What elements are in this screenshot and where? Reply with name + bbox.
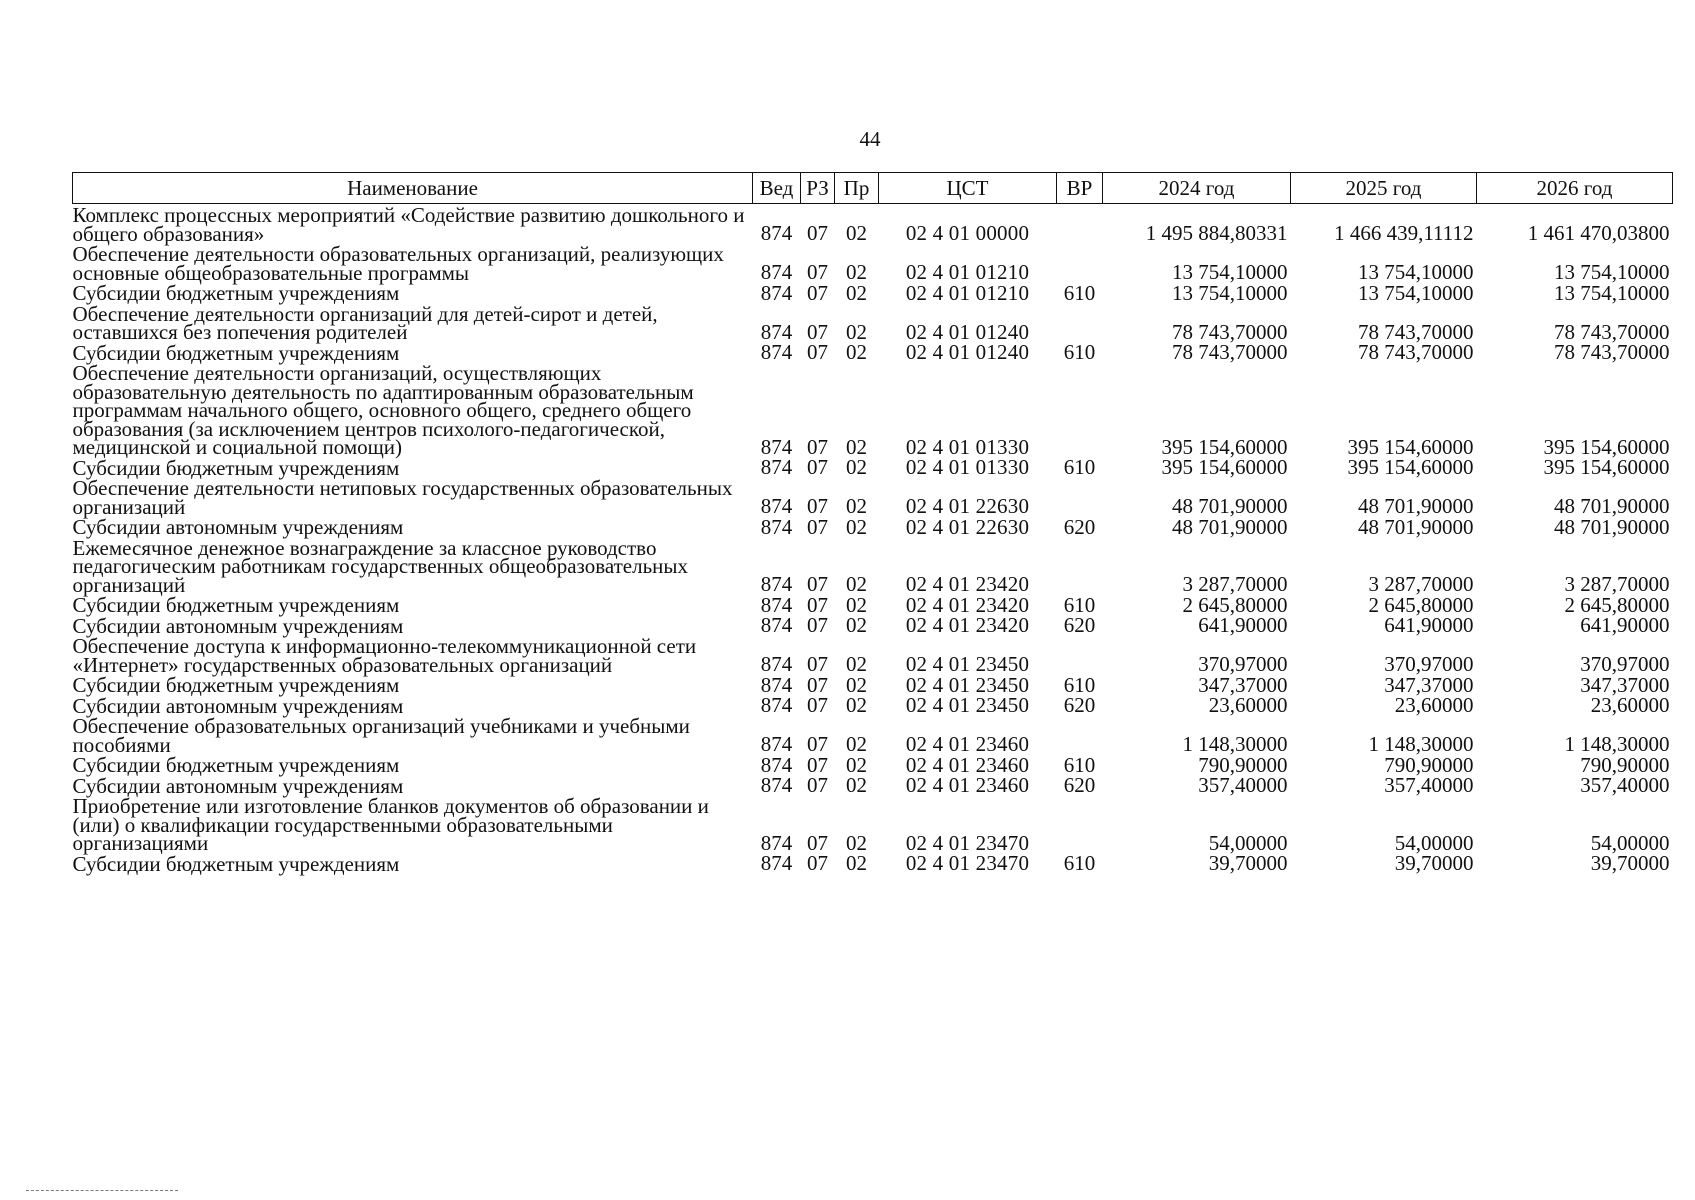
row-amount-2024: 23,60000: [1208, 693, 1288, 717]
row-name: Обеспечение деятельности организаций, осуществляющих образовательную деятельность по адаптированным образовательным программам начального общего, основного общего, среднего общего образования (за исключением центров психолого-педагогической, медицинской и социальной помощи): [72, 361, 694, 459]
row-amount-2024: 1 148,30000: [1182, 732, 1288, 756]
row-vr: 620: [1063, 514, 1096, 539]
row-amount-2025: 78 743,70000: [1358, 319, 1474, 344]
row-ved: 874: [760, 434, 793, 459]
row-pr: 02: [846, 732, 867, 756]
row-name: Обеспечение деятельности организаций для детей-сирот и детей, оставшихся без попечения родителей: [72, 301, 658, 344]
header-2025: 2025 год: [1291, 173, 1477, 204]
table-body: [73, 204, 1673, 874]
row-amount-2024: 54,00000: [1208, 830, 1288, 855]
row-ved: 874: [760, 732, 793, 756]
header-ved: Вед: [753, 173, 801, 204]
table-row: [73, 477, 1673, 516]
row-vr: 610: [1063, 340, 1096, 364]
row-amount-2025: 3 287,70000: [1368, 572, 1474, 596]
row-cst: 02 4 01 22630: [905, 514, 1030, 539]
row-vr: [1057, 795, 1103, 853]
row-rz: 07: [807, 514, 828, 539]
row-amount-2026: 78 743,70000: [1554, 340, 1670, 364]
row-amount-2024: 2 645,80000: [1182, 592, 1288, 617]
row-pr: 02: [846, 494, 867, 518]
row-name: Приобретение или изготовление бланков документов об образовании и (или) о квалификации государственными образовательными организациями: [72, 794, 709, 855]
row-cst: 02 4 01 23460: [905, 732, 1030, 756]
header-2024: 2024 год: [1103, 173, 1291, 204]
row-pr: 02: [846, 672, 867, 697]
header-vr: ВР: [1057, 173, 1103, 204]
table-row: [73, 594, 1673, 615]
row-amount-2026: 13 754,10000: [1554, 260, 1670, 284]
row-ved: 874: [760, 851, 793, 875]
budget-table: [72, 172, 1673, 876]
row-rz: 07: [807, 773, 828, 797]
row-rz: 07: [807, 319, 828, 344]
row-ved: 874: [760, 260, 793, 284]
row-ved: 874: [760, 830, 793, 855]
row-pr: 02: [846, 455, 867, 479]
row-vr: 610: [1063, 280, 1096, 305]
row-amount-2024: 39,70000: [1208, 851, 1288, 875]
row-amount-2025: 1 148,30000: [1368, 732, 1474, 756]
row-amount-2024: 13 754,10000: [1172, 280, 1288, 305]
row-vr: 610: [1063, 592, 1096, 617]
table-row: [73, 243, 1673, 282]
row-amount-2026: 78 743,70000: [1554, 319, 1670, 344]
row-vr: 610: [1063, 851, 1096, 875]
row-rz: 07: [807, 613, 828, 637]
row-pr: 02: [846, 514, 867, 539]
row-rz: 07: [807, 672, 828, 697]
row-amount-2024: 790,90000: [1198, 752, 1288, 777]
row-rz: 07: [807, 260, 828, 284]
row-amount-2026: 395 154,60000: [1543, 455, 1670, 479]
row-amount-2026: 357,40000: [1580, 773, 1670, 797]
row-name: Субсидии бюджетным учреждениям: [72, 340, 400, 365]
row-name: Субсидии автономным учреждениям: [72, 613, 404, 638]
table-row: [73, 204, 1673, 244]
row-pr: 02: [846, 851, 867, 875]
row-name: Комплекс процессных мероприятий «Содействие развитию дошкольного и общего образования»: [72, 203, 745, 246]
header-rz: РЗ: [801, 173, 835, 204]
row-ved: 874: [760, 494, 793, 518]
row-rz: 07: [807, 455, 828, 479]
row-amount-2026: 39,70000: [1590, 851, 1670, 875]
row-vr: [1057, 477, 1103, 516]
row-pr: 02: [846, 260, 867, 284]
row-cst: 02 4 01 23460: [905, 773, 1030, 797]
row-amount-2026: 2 645,80000: [1564, 592, 1670, 617]
row-name: Субсидии автономным учреждениям: [72, 693, 404, 718]
table-row: [73, 516, 1673, 537]
row-vr: 610: [1063, 455, 1096, 479]
row-amount-2026: 395 154,60000: [1543, 434, 1670, 459]
row-amount-2024: 395 154,60000: [1161, 455, 1288, 479]
row-cst: 02 4 01 23450: [905, 652, 1030, 676]
row-amount-2024: 48 701,90000: [1172, 514, 1288, 539]
row-cst: 02 4 01 23420: [905, 572, 1030, 596]
row-vr: [1057, 715, 1103, 754]
row-vr: 620: [1063, 613, 1096, 637]
row-amount-2026: 1 461 470,03800: [1527, 221, 1670, 245]
row-cst: 02 4 01 01240: [905, 319, 1030, 344]
row-vr: [1057, 243, 1103, 282]
table-row: [73, 342, 1673, 363]
row-amount-2025: 1 466 439,11112: [1334, 221, 1474, 245]
row-ved: 874: [760, 613, 793, 637]
row-amount-2024: 347,37000: [1198, 672, 1288, 697]
header-cst: ЦСТ: [879, 173, 1057, 204]
row-vr: 610: [1063, 752, 1096, 777]
row-cst: 02 4 01 23470: [905, 830, 1030, 855]
row-ved: 874: [760, 592, 793, 617]
row-cst: 02 4 01 01210: [905, 260, 1030, 284]
table-row: [73, 615, 1673, 636]
row-name: Обеспечение деятельности образовательных организаций, реализующих основные общеобразовательные программы: [72, 242, 724, 285]
row-amount-2024: 370,97000: [1198, 652, 1288, 676]
header-pr: Пр: [835, 173, 879, 204]
row-vr: [1057, 204, 1103, 244]
row-ved: 874: [760, 652, 793, 676]
row-amount-2026: 641,90000: [1580, 613, 1670, 637]
table-row: [73, 635, 1673, 674]
row-pr: 02: [846, 434, 867, 459]
row-amount-2025: 48 701,90000: [1358, 494, 1474, 518]
row-ved: 874: [760, 752, 793, 777]
row-amount-2025: 13 754,10000: [1358, 280, 1474, 305]
row-rz: 07: [807, 340, 828, 364]
row-name: Субсидии бюджетным учреждениям: [72, 281, 400, 305]
row-amount-2024: 78 743,70000: [1172, 340, 1288, 364]
row-rz: 07: [807, 221, 828, 245]
row-rz: 07: [807, 693, 828, 717]
row-cst: 02 4 01 23420: [905, 592, 1030, 617]
row-amount-2024: 357,40000: [1198, 773, 1288, 797]
row-cst: 02 4 01 00000: [905, 221, 1030, 245]
row-name: Обеспечение доступа к информационно-телекоммуникационной сети «Интернет» государственных образовательных организаций: [72, 634, 697, 677]
row-cst: 02 4 01 23420: [905, 613, 1030, 637]
row-amount-2026: 3 287,70000: [1564, 572, 1670, 596]
row-amount-2025: 641,90000: [1384, 613, 1474, 637]
row-name: Субсидии бюджетным учреждениям: [72, 851, 400, 876]
row-name: Обеспечение образовательных организаций учебниками и учебными пособиями: [72, 714, 690, 757]
table-row: [73, 362, 1673, 457]
row-pr: 02: [846, 340, 867, 364]
row-rz: 07: [807, 494, 828, 518]
table-header-row: [73, 173, 1673, 204]
scan-artifact-line: [26, 1190, 178, 1191]
row-rz: 07: [807, 572, 828, 596]
row-amount-2026: 790,90000: [1580, 752, 1670, 777]
row-amount-2025: 347,37000: [1384, 672, 1474, 697]
row-amount-2024: 395 154,60000: [1161, 434, 1288, 459]
row-name: Субсидии бюджетным учреждениям: [72, 455, 400, 480]
row-pr: 02: [846, 592, 867, 617]
row-name: Субсидии бюджетным учреждениям: [72, 593, 400, 617]
row-cst: 02 4 01 23450: [905, 672, 1030, 697]
row-rz: 07: [807, 851, 828, 875]
row-pr: 02: [846, 280, 867, 305]
table-row: [73, 754, 1673, 775]
row-cst: 02 4 01 01240: [905, 340, 1030, 364]
row-ved: 874: [760, 672, 793, 697]
row-rz: 07: [807, 830, 828, 855]
row-rz: 07: [807, 592, 828, 617]
row-vr: [1057, 362, 1103, 457]
row-amount-2025: 395 154,60000: [1347, 434, 1474, 459]
row-name: Субсидии бюджетным учреждениям: [72, 753, 400, 777]
row-pr: 02: [846, 572, 867, 596]
row-name: Субсидии автономным учреждениям: [72, 515, 404, 539]
row-rz: 07: [807, 652, 828, 676]
row-ved: 874: [760, 340, 793, 364]
row-ved: 874: [760, 221, 793, 245]
table-row: [73, 715, 1673, 754]
header-2026: 2026 год: [1477, 173, 1673, 204]
row-amount-2025: 78 743,70000: [1358, 340, 1474, 364]
table-row: [73, 303, 1673, 342]
row-vr: [1057, 635, 1103, 674]
header-name: Наименование: [73, 173, 753, 204]
row-rz: 07: [807, 434, 828, 459]
row-ved: 874: [760, 693, 793, 717]
row-cst: 02 4 01 23470: [905, 851, 1030, 875]
row-amount-2024: 641,90000: [1198, 613, 1288, 637]
row-ved: 874: [760, 455, 793, 479]
row-ved: 874: [760, 773, 793, 797]
row-amount-2026: 54,00000: [1590, 830, 1670, 855]
table-row: [73, 795, 1673, 853]
row-amount-2025: 395 154,60000: [1347, 455, 1474, 479]
row-name: Субсидии бюджетным учреждениям: [72, 673, 400, 697]
row-rz: 07: [807, 280, 828, 305]
row-pr: 02: [846, 613, 867, 637]
table-row: [73, 775, 1673, 796]
row-amount-2025: 54,00000: [1394, 830, 1474, 855]
row-cst: 02 4 01 01210: [905, 280, 1030, 305]
row-amount-2024: 48 701,90000: [1172, 494, 1288, 518]
row-amount-2026: 13 754,10000: [1554, 280, 1670, 305]
table-row: [73, 674, 1673, 695]
row-amount-2026: 1 148,30000: [1564, 732, 1670, 756]
row-amount-2025: 23,60000: [1394, 693, 1474, 717]
row-rz: 07: [807, 732, 828, 756]
row-cst: 02 4 01 01330: [905, 434, 1030, 459]
row-amount-2024: 1 495 884,80331: [1145, 221, 1288, 245]
row-rz: 07: [807, 752, 828, 777]
row-amount-2025: 39,70000: [1394, 851, 1474, 875]
row-vr: 620: [1063, 773, 1096, 797]
row-pr: 02: [846, 319, 867, 344]
row-vr: [1057, 537, 1103, 595]
row-vr: 610: [1063, 672, 1096, 697]
row-pr: 02: [846, 652, 867, 676]
row-ved: 874: [760, 514, 793, 539]
row-amount-2026: 48 701,90000: [1554, 494, 1670, 518]
row-vr: 620: [1063, 693, 1096, 717]
row-amount-2024: 13 754,10000: [1172, 260, 1288, 284]
row-amount-2026: 48 701,90000: [1554, 514, 1670, 539]
row-ved: 874: [760, 319, 793, 344]
row-cst: 02 4 01 22630: [905, 494, 1030, 518]
row-amount-2025: 13 754,10000: [1358, 260, 1474, 284]
table-row: [73, 457, 1673, 478]
table-row: [73, 853, 1673, 874]
row-amount-2025: 357,40000: [1384, 773, 1474, 797]
row-pr: 02: [846, 830, 867, 855]
row-ved: 874: [760, 280, 793, 305]
row-cst: 02 4 01 23450: [905, 693, 1030, 717]
table-row: [73, 537, 1673, 595]
row-amount-2026: 370,97000: [1580, 652, 1670, 676]
row-amount-2025: 2 645,80000: [1368, 592, 1474, 617]
row-amount-2025: 48 701,90000: [1358, 514, 1474, 539]
row-name: Субсидии автономным учреждениям: [72, 773, 404, 798]
row-amount-2025: 790,90000: [1384, 752, 1474, 777]
row-pr: 02: [846, 752, 867, 777]
table-row: [73, 282, 1673, 303]
row-pr: 02: [846, 221, 867, 245]
row-name: Ежемесячное денежное вознаграждение за классное руководство педагогическим работникам государственных общеобразовательных организаций: [72, 535, 689, 597]
page-number: 44: [859, 127, 881, 151]
row-amount-2026: 23,60000: [1590, 693, 1670, 717]
row-ved: 874: [760, 572, 793, 596]
row-name: Обеспечение деятельности нетиповых государственных образовательных организаций: [72, 476, 733, 519]
row-amount-2026: 347,37000: [1580, 672, 1670, 697]
row-pr: 02: [846, 773, 867, 797]
row-amount-2025: 370,97000: [1384, 652, 1474, 676]
row-amount-2024: 78 743,70000: [1172, 319, 1288, 344]
row-cst: 02 4 01 23460: [905, 752, 1030, 777]
row-amount-2024: 3 287,70000: [1182, 572, 1288, 596]
row-pr: 02: [846, 693, 867, 717]
row-vr: [1057, 303, 1103, 342]
row-cst: 02 4 01 01330: [905, 455, 1030, 479]
table-row: [73, 695, 1673, 716]
